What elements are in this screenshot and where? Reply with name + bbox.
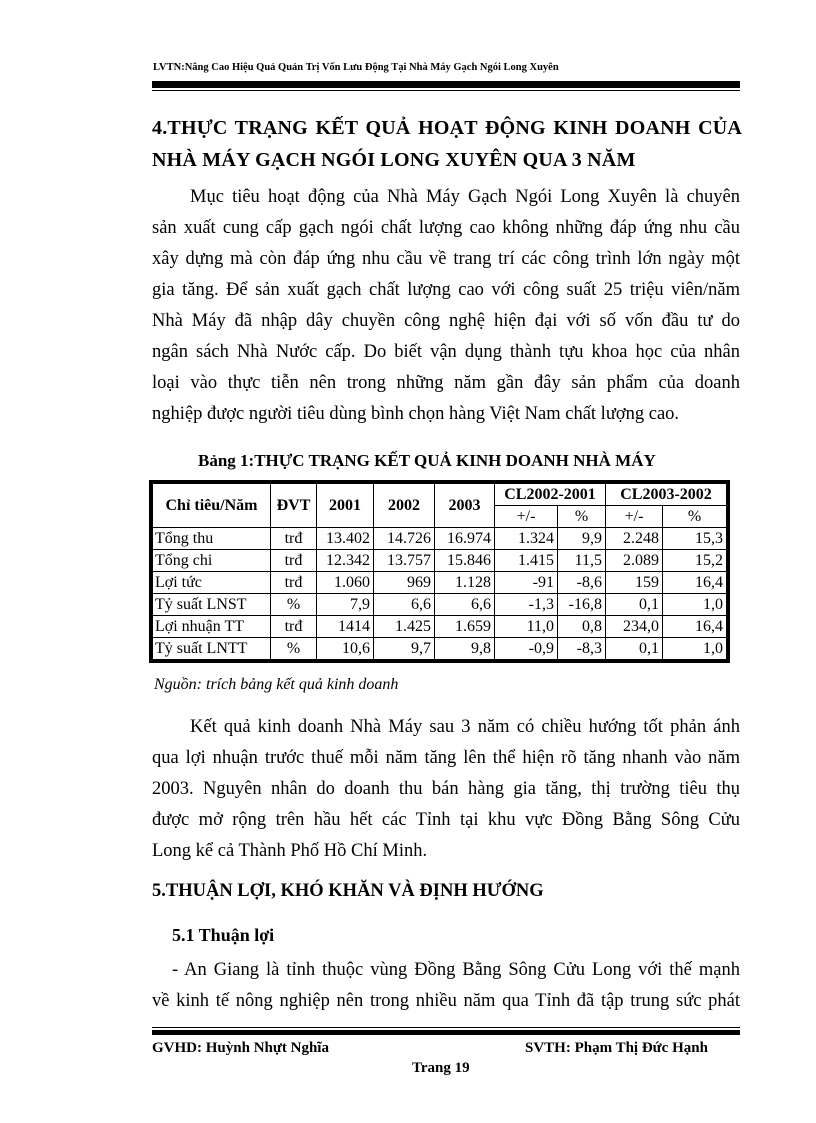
paragraph-line: nghiệp được người tiêu dùng bình chọn hàng Việt Nam chất lượng cao. bbox=[152, 404, 680, 424]
cell-change-2: 0,1 bbox=[606, 638, 663, 660]
row-unit: % bbox=[271, 594, 317, 616]
header-change-1: +/- bbox=[495, 506, 558, 528]
paragraph-line: Kết quả kinh doanh Nhà Máy sau 3 năm có chiều hướng tốt phản ánh bbox=[190, 717, 740, 737]
paragraph-3 bbox=[152, 955, 740, 1017]
cell-change-1: -91 bbox=[495, 572, 558, 594]
row-unit: trđ bbox=[271, 550, 317, 572]
cell-2003: 1.128 bbox=[435, 572, 495, 594]
cell-percent-2: 16,4 bbox=[663, 616, 727, 638]
cell-2001: 10,6 bbox=[317, 638, 374, 660]
cell-change-2: 2.248 bbox=[606, 528, 663, 550]
header-unit: ĐVT bbox=[271, 484, 317, 528]
cell-2002: 1.425 bbox=[374, 616, 435, 638]
cell-change-1: -1,3 bbox=[495, 594, 558, 616]
cell-2002: 14.726 bbox=[374, 528, 435, 550]
paragraph-line: Nhà Máy đã nhập dây chuyền công nghệ hiện đại với số vốn đầu tư do bbox=[152, 311, 740, 331]
table-caption: Bảng 1:THỰC TRẠNG KẾT QUẢ KINH DOANH NHÀ MÁY bbox=[198, 451, 656, 470]
table-row bbox=[153, 550, 727, 572]
footer-student: SVTH: Phạm Thị Đức Hạnh bbox=[525, 1040, 708, 1056]
header-cl-2002-2001: CL2002-2001 bbox=[495, 484, 606, 506]
table-row bbox=[153, 594, 727, 616]
table-row bbox=[153, 528, 727, 550]
cell-percent-2: 1,0 bbox=[663, 638, 727, 660]
paragraph-line: Long kể cả Thành Phố Hồ Chí Minh. bbox=[152, 841, 428, 861]
cell-2002: 969 bbox=[374, 572, 435, 594]
cell-percent-1: -8,6 bbox=[558, 572, 606, 594]
header-percent-1: % bbox=[558, 506, 606, 528]
section-4-title-line-1: 4.THỰC TRẠNG KẾT QUẢ HOẠT ĐỘNG KINH DOANH CỦA bbox=[152, 117, 742, 139]
paragraph-2 bbox=[152, 712, 740, 867]
cell-change-2: 0,1 bbox=[606, 594, 663, 616]
row-unit: % bbox=[271, 638, 317, 660]
paragraph-line: 2003. Nguyên nhân do doanh thu bán hàng gia tăng, thị trường tiêu thụ bbox=[152, 779, 740, 799]
cell-2001: 1414 bbox=[317, 616, 374, 638]
cell-2003: 6,6 bbox=[435, 594, 495, 616]
header-2002: 2002 bbox=[374, 484, 435, 528]
row-label: Tỷ suất LNST bbox=[153, 594, 271, 616]
paragraph-line: gia tăng. Để sản xuất gạch chất lượng cao với công suất 25 triệu viên/năm bbox=[152, 280, 740, 300]
cell-2002: 9,7 bbox=[374, 638, 435, 660]
header-percent-2: % bbox=[663, 506, 727, 528]
header-cl-2003-2002: CL2003-2002 bbox=[606, 484, 727, 506]
header-change-2: +/- bbox=[606, 506, 663, 528]
cell-2003: 15.846 bbox=[435, 550, 495, 572]
row-unit: trđ bbox=[271, 572, 317, 594]
header-2003: 2003 bbox=[435, 484, 495, 528]
paragraph-line: ngân sách Nhà Nước cấp. Do biết vận dụng thành tựu khoa học của nhân bbox=[152, 342, 740, 362]
cell-2001: 13.402 bbox=[317, 528, 374, 550]
cell-2001: 12.342 bbox=[317, 550, 374, 572]
cell-2003: 16.974 bbox=[435, 528, 495, 550]
paragraph-line: sản xuất cung cấp gạch ngói chất lượng cao không những đáp ứng nhu cầu bbox=[152, 218, 740, 238]
cell-percent-1: 11,5 bbox=[558, 550, 606, 572]
header-rule-thin bbox=[152, 90, 740, 91]
footer-advisor: GVHD: Huỳnh Nhựt Nghĩa bbox=[152, 1040, 329, 1056]
cell-change-1: -0,9 bbox=[495, 638, 558, 660]
row-unit: trđ bbox=[271, 616, 317, 638]
cell-2003: 9,8 bbox=[435, 638, 495, 660]
cell-percent-2: 16,4 bbox=[663, 572, 727, 594]
paragraph-line: loại vào thực tiễn nên trong những năm gần đây sản phẩm của doanh bbox=[152, 373, 740, 393]
running-header: LVTN:Nâng Cao Hiệu Quả Quản Trị Vốn Lưu Động Tại Nhà Máy Gạch Ngói Long Xuyên bbox=[153, 62, 559, 73]
section-4-title bbox=[152, 112, 742, 176]
paragraph-1 bbox=[152, 182, 740, 430]
section-4-title-line-2: NHÀ MÁY GẠCH NGÓI LONG XUYÊN QUA 3 NĂM bbox=[152, 149, 636, 171]
cell-change-2: 159 bbox=[606, 572, 663, 594]
row-label: Lợi nhuận TT bbox=[153, 616, 271, 638]
paragraph-line: xây dựng mà còn đáp ứng nhu cầu về trang trí các công trình lớn ngày một bbox=[152, 249, 740, 269]
row-label: Tỷ suất LNTT bbox=[153, 638, 271, 660]
cell-percent-2: 15,3 bbox=[663, 528, 727, 550]
page-number: Trang 19 bbox=[412, 1060, 470, 1076]
table-row bbox=[153, 638, 727, 660]
cell-change-1: 1.324 bbox=[495, 528, 558, 550]
row-label: Lợi tức bbox=[153, 572, 271, 594]
cell-percent-1: -16,8 bbox=[558, 594, 606, 616]
table-source-note: Nguồn: trích bảng kết quả kinh doanh bbox=[154, 676, 399, 693]
section-5-title: 5.THUẬN LỢI, KHÓ KHĂN VÀ ĐỊNH HƯỚNG bbox=[152, 881, 544, 901]
cell-2002: 13.757 bbox=[374, 550, 435, 572]
row-label: Tổng thu bbox=[153, 528, 271, 550]
cell-change-1: 11,0 bbox=[495, 616, 558, 638]
paragraph-line: về kinh tế nông nghiệp nên trong nhiều năm qua Tỉnh đã tập trung sức phát bbox=[152, 991, 740, 1011]
cell-2001: 7,9 bbox=[317, 594, 374, 616]
paragraph-line: được mở rộng trên hầu hết các Tỉnh tại khu vực Đồng Bằng Sông Cửu bbox=[152, 810, 740, 830]
header-rule bbox=[152, 81, 740, 88]
cell-change-2: 234,0 bbox=[606, 616, 663, 638]
paragraph-line: Mục tiêu hoạt động của Nhà Máy Gạch Ngói Long Xuyên là chuyên bbox=[190, 187, 740, 207]
cell-change-1: 1.415 bbox=[495, 550, 558, 572]
section-5-1-title: 5.1 Thuận lợi bbox=[172, 925, 275, 945]
row-unit: trđ bbox=[271, 528, 317, 550]
row-label: Tổng chi bbox=[153, 550, 271, 572]
header-indicator: Chỉ tiêu/Năm bbox=[153, 484, 271, 528]
paragraph-line: - An Giang là tỉnh thuộc vùng Đồng Bằng Sông Cửu Long với thế mạnh bbox=[172, 960, 740, 980]
cell-percent-1: 9,9 bbox=[558, 528, 606, 550]
cell-percent-2: 1,0 bbox=[663, 594, 727, 616]
cell-percent-1: -8,3 bbox=[558, 638, 606, 660]
cell-2001: 1.060 bbox=[317, 572, 374, 594]
results-table bbox=[152, 483, 727, 660]
header-2001: 2001 bbox=[317, 484, 374, 528]
table-row bbox=[153, 616, 727, 638]
cell-2002: 6,6 bbox=[374, 594, 435, 616]
cell-percent-2: 15,2 bbox=[663, 550, 727, 572]
cell-percent-1: 0,8 bbox=[558, 616, 606, 638]
cell-change-2: 2.089 bbox=[606, 550, 663, 572]
paragraph-line: qua lợi nhuận trước thuế mỗi năm tăng lên thể hiện rõ tăng nhanh vào năm bbox=[152, 748, 740, 768]
table-row bbox=[153, 572, 727, 594]
footer-rule bbox=[152, 1030, 740, 1035]
footer-rule-thin bbox=[152, 1027, 740, 1028]
cell-2003: 1.659 bbox=[435, 616, 495, 638]
